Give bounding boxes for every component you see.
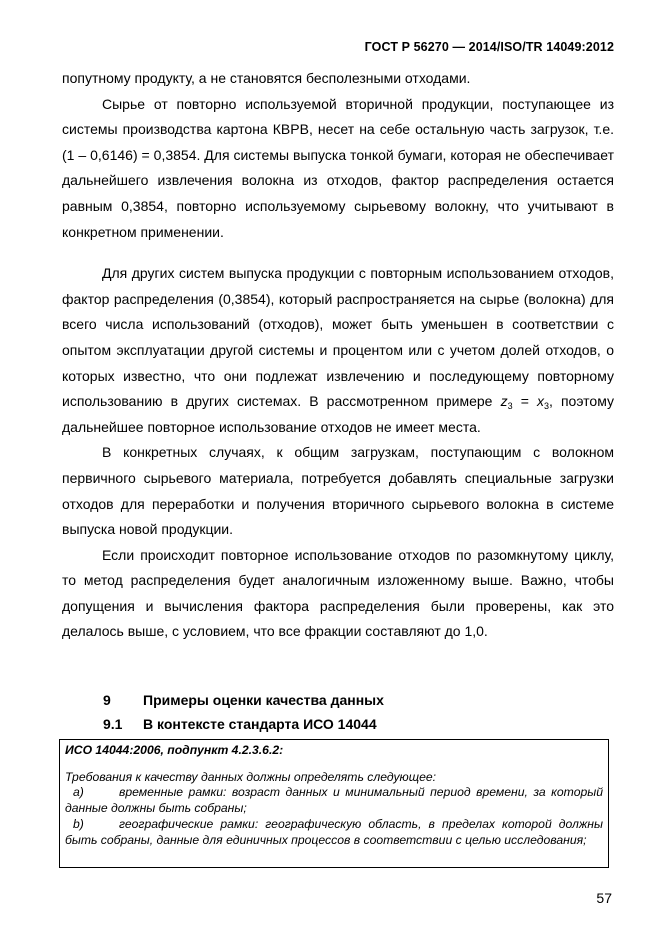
item-text: временные рамки: возраст данных и минимальный период времени, за который данные должны быть собраны; [65,785,603,816]
quote-item-a [65,785,603,816]
equals-sign: = [512,393,537,410]
section-title: Примеры оценки качества данных [143,692,384,708]
quote-title: ИСО 14044:2006, подпункт 4.2.3.6.2: [65,743,284,757]
quote-intro: Требования к качеству данных должны определять следующее: [65,769,437,784]
iso-quote-box [59,739,609,868]
section-number: 9 [103,692,111,708]
subscript-z: 3 [507,401,513,412]
subscript-x: 3 [543,401,549,412]
paragraph-specific-cases: В конкретных случаях, к общим загрузкам, поступающим с волокном первичного сырьевого материала, потребуется добавлять специальные загрузки отходов для переработки и получения вторичного сырьевого волокна в системе выпуска новой продукции. [62,444,614,538]
paragraph-open-loop: Если происходит повторное использование отходов по разомкнутому циклу, то метод распределения будет аналогичным изложенному выше. Важно, чтобы допущения и вычисления фактора распределения были проверены, как это делалось выше, с условием, что все фракции составляют до 1,0. [62,546,614,640]
section-heading-9-1 [103,716,377,732]
section-number: 9.1 [103,716,123,732]
section-title: В контексте стандарта ИСО 14044 [143,716,377,732]
paragraph-text-part: , поэтому дальнейшее повторное использование отходов не имеет места. [62,393,614,435]
item-label: a) [73,785,84,800]
paragraph-other-systems [62,261,614,440]
body-text [62,66,614,645]
variable-z: z [500,393,508,410]
item-label: b) [73,816,84,831]
paragraph-continuation: попутному продукту, а не становятся бесполезными отходами. [62,70,471,86]
page-header: ГОСТ Р 56270 — 2014/ISO/TR 14049:2012 [364,40,614,54]
section-heading-9 [103,692,384,708]
quote-item-b [65,817,603,848]
page-number: 57 [596,890,612,906]
variable-x: x [536,393,544,410]
paragraph-text-part: Для других систем выпуска продукции с повторным использованием отходов, фактор распределения (0,3854), который распространяется на сырье (волокна) для всего числа использований (отходов), может быть уменьшен в соответствии с опытом эксплуатации другой системы и процентом или с учетом долей отходов, о которых известно, что они подлежат извлечению и последующему повторному использованию в других системах. В рассмотренном примере [62,265,614,410]
paragraph-recycled-raw: Сырье от повторно используемой вторичной продукции, поступающее из системы производства картона КВРВ, несет на себе остальную часть загрузок, т.е. (1 – 0,6146) = 0,3854. Для системы выпуска тонкой бумаги, которая не обеспечивает дальнейшего извлечения волокна из отходов, фактор распределения остается равным 0,3854, повторно используемому сырьевому волокну, что учитывают в конкретном применении. [62,95,614,240]
item-text: географические рамки: географическую область, в пределах которой должны быть собраны, данные для единичных процессов в соответствии с целью исследования; [65,816,603,847]
